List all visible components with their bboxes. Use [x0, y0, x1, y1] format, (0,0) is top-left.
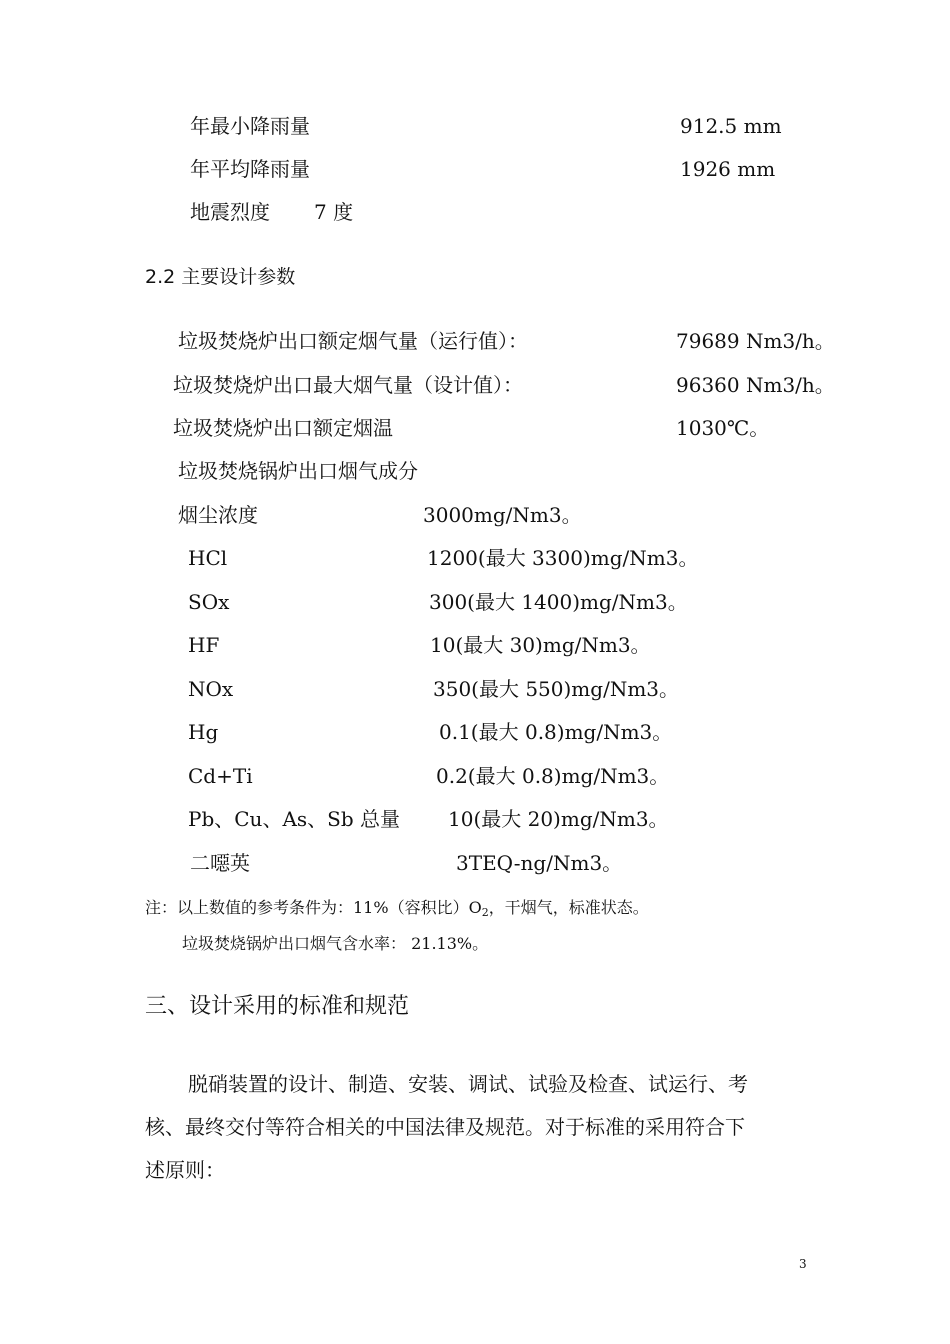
composition-label: HF [188, 633, 220, 657]
note-subscript: 2 [481, 906, 489, 919]
composition-label: NOx [188, 677, 234, 701]
composition-label: Cd+Ti [188, 764, 253, 788]
composition-label: HCl [188, 546, 228, 570]
avg-rainfall-value: 1926 mm [680, 157, 776, 181]
paragraph-line: 脱硝装置的设计、制造、安装、调试、试验及检查、试运行、考 [188, 1072, 748, 1096]
note-suffix: ，干烟气，标准状态。 [488, 898, 649, 917]
composition-value: 300(最大 1400)mg/Nm3。 [429, 590, 688, 614]
composition-value: 350(最大 550)mg/Nm3。 [433, 677, 680, 701]
composition-label: 二噁英 [190, 851, 250, 875]
page-number: 3 [799, 1257, 807, 1271]
composition-value: 0.1(最大 0.8)mg/Nm3。 [439, 720, 673, 744]
note-line-1 [145, 898, 649, 918]
param-value: 96360 Nm3/h。 [676, 373, 835, 397]
param-label: 垃圾焚烧炉出口最大烟气量（设计值）： [173, 373, 523, 397]
composition-label: SOx [188, 590, 230, 614]
composition-value: 1200(最大 3300)mg/Nm3。 [427, 546, 699, 570]
min-rainfall-value: 912.5 mm [680, 114, 782, 138]
composition-value: 0.2(最大 0.8)mg/Nm3。 [436, 764, 670, 788]
composition-value: 3000mg/Nm3。 [423, 503, 582, 527]
param-label: 垃圾焚烧炉出口额定烟气量（运行值）： [178, 329, 528, 353]
composition-value: 10(最大 20)mg/Nm3。 [448, 807, 669, 831]
avg-rainfall-label: 年平均降雨量 [190, 157, 310, 181]
min-rainfall-label: 年最小降雨量 [190, 114, 310, 138]
composition-label: Hg [188, 720, 219, 744]
composition-value: 10(最大 30)mg/Nm3。 [430, 633, 651, 657]
section-2-2-heading: 2.2 主要设计参数 [145, 266, 296, 288]
note-line-2: 垃圾焚烧锅炉出口烟气含水率： 21.13%。 [182, 934, 489, 953]
note-prefix: 注：以上数值的参考条件为：11%（容积比）O [145, 898, 482, 917]
seismic-value: 7 度 [314, 200, 354, 224]
param-value: 1030℃。 [676, 416, 770, 440]
section-3-heading: 三、设计采用的标准和规范 [145, 994, 410, 1019]
param-value: 79689 Nm3/h。 [676, 329, 835, 353]
paragraph-line: 述原则： [145, 1158, 225, 1182]
composition-value: 3TEQ-ng/Nm3。 [456, 851, 623, 875]
paragraph-line: 核、最终交付等符合相关的中国法律及规范。对于标准的采用符合下 [145, 1115, 745, 1139]
composition-label: 烟尘浓度 [178, 503, 258, 527]
seismic-label: 地震烈度 [190, 200, 270, 224]
composition-title: 垃圾焚烧锅炉出口烟气成分 [178, 459, 418, 483]
param-label: 垃圾焚烧炉出口额定烟温 [173, 416, 393, 440]
composition-label: Pb、Cu、As、Sb 总量 [188, 807, 401, 831]
